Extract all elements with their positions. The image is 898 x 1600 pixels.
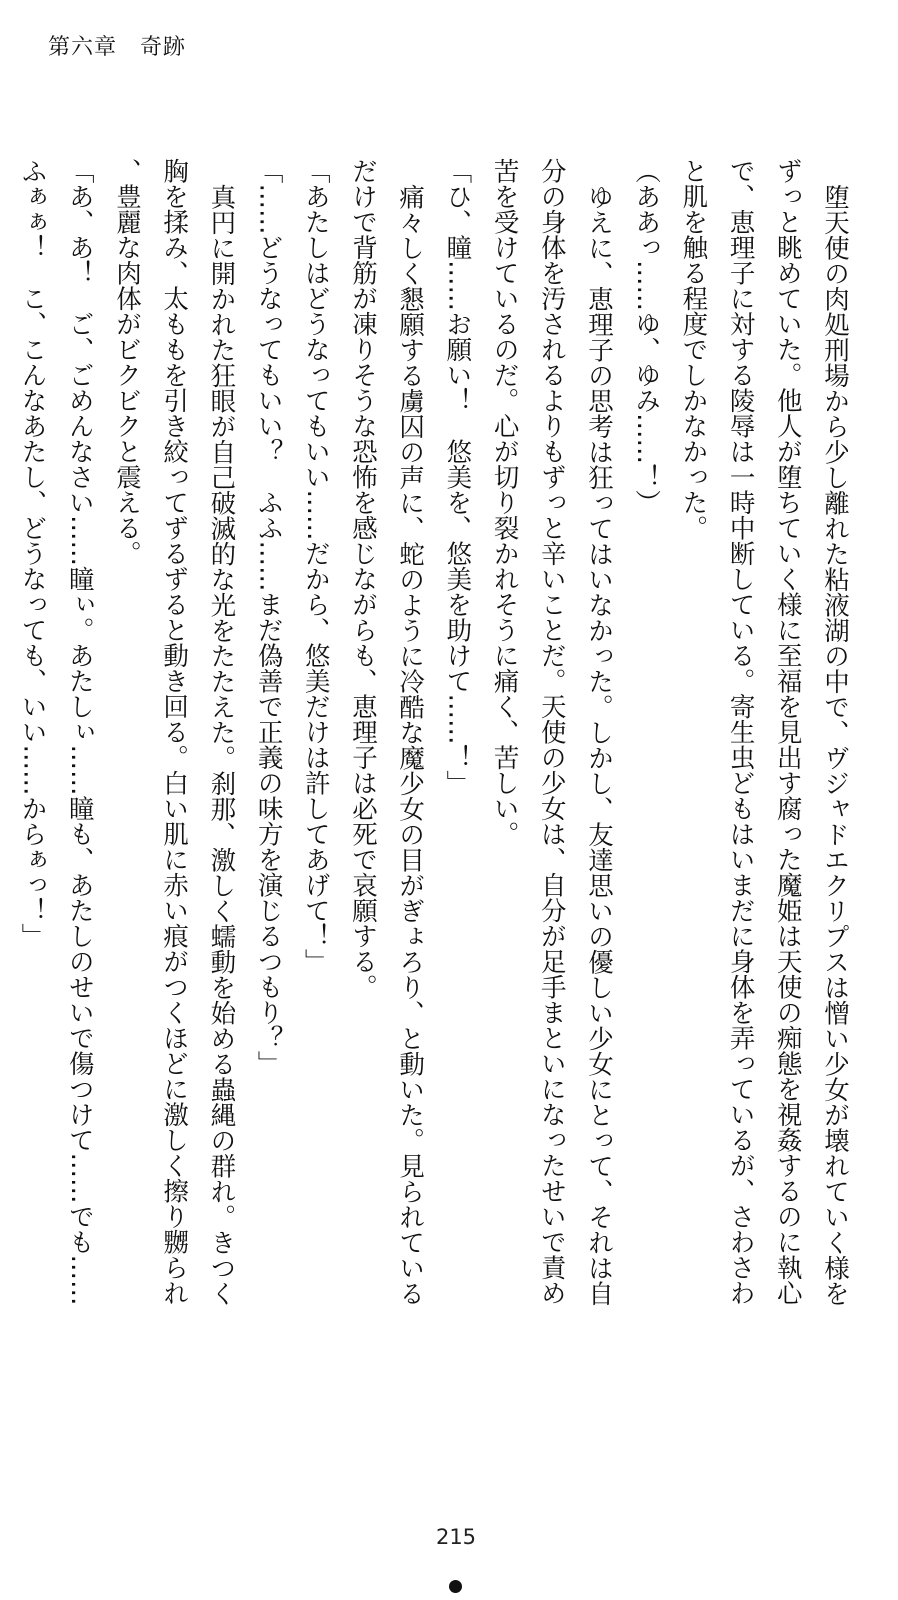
paragraph: 「……どうなってもいい？ ふふ……まだ偽善で正義の味方を演じるつもり？」 <box>253 158 284 1076</box>
page-marker-dot <box>449 1580 462 1593</box>
paragraph: 堕天使の肉処刑場から少し離れた粘液湖の中で、ヴジャドエクリプスは憎い少女が壊れていく様をずっと眺めていた。他人が堕ちていく様に至福を見出す腐った魔姫は天使の痴態を視姦するのに執心で、恵理子に対する陵辱は一時中断している。寄生虫どもはいまだに身体を弄っているが、さわさわと肌を触る程度でしかなかった。 <box>678 158 850 1306</box>
paragraph: 痛々しく懇願する虜囚の声に、蛇のように冷酷な魔少女の目がぎょろり、と動いた。見られているだけで背筋が凍りそうな恐怖を感じながらも、恵理子は必死で哀願する。 <box>347 158 426 1306</box>
paragraph: 「ひ、瞳……お願い！ 悠美を、悠美を助けて……！」 <box>442 158 473 796</box>
paragraph: 「あ、あ！ ご、ごめんなさい……瞳ぃ。あたしぃ……瞳も、あたしのせいで傷つけて……でも……ふぁぁ！ こ、こんなあたし、どうなっても、いい……からぁっ！」 <box>17 158 95 1306</box>
running-head-chapter-title: 第六章 奇跡 <box>48 35 187 60</box>
paragraph: 真円に開かれた狂眼が自己破滅的な光をたたえた。刹那、激しく蠕動を始める蟲縄の群れ。きつく胸を揉み、太ももを引き絞ってずるずると動き回る。白い肌に赤い痕がつくほどに激しく擦り嬲られ、豊麗な肉体がビクビクと震える。 <box>111 158 237 1306</box>
paragraph: ゆえに、恵理子の思考は狂ってはいなかった。しかし、友達思いの優しい少女にとって、それは自分の身体を汚されるよりもずっと辛いことだ。天使の少女は、自分が足手まといになったせいで責め苦を受けているのだ。心が切り裂かれそうに痛く、苦しい。 <box>489 158 614 1306</box>
vertical-body-text <box>8 158 858 1318</box>
page-number: 215 <box>435 1525 477 1549</box>
paragraph: （ああっ……ゆ、ゆみ……！） <box>631 158 662 515</box>
paragraph: 「あたしはどうなってもいい……だから、悠美だけは許してあげて！」 <box>300 158 331 974</box>
